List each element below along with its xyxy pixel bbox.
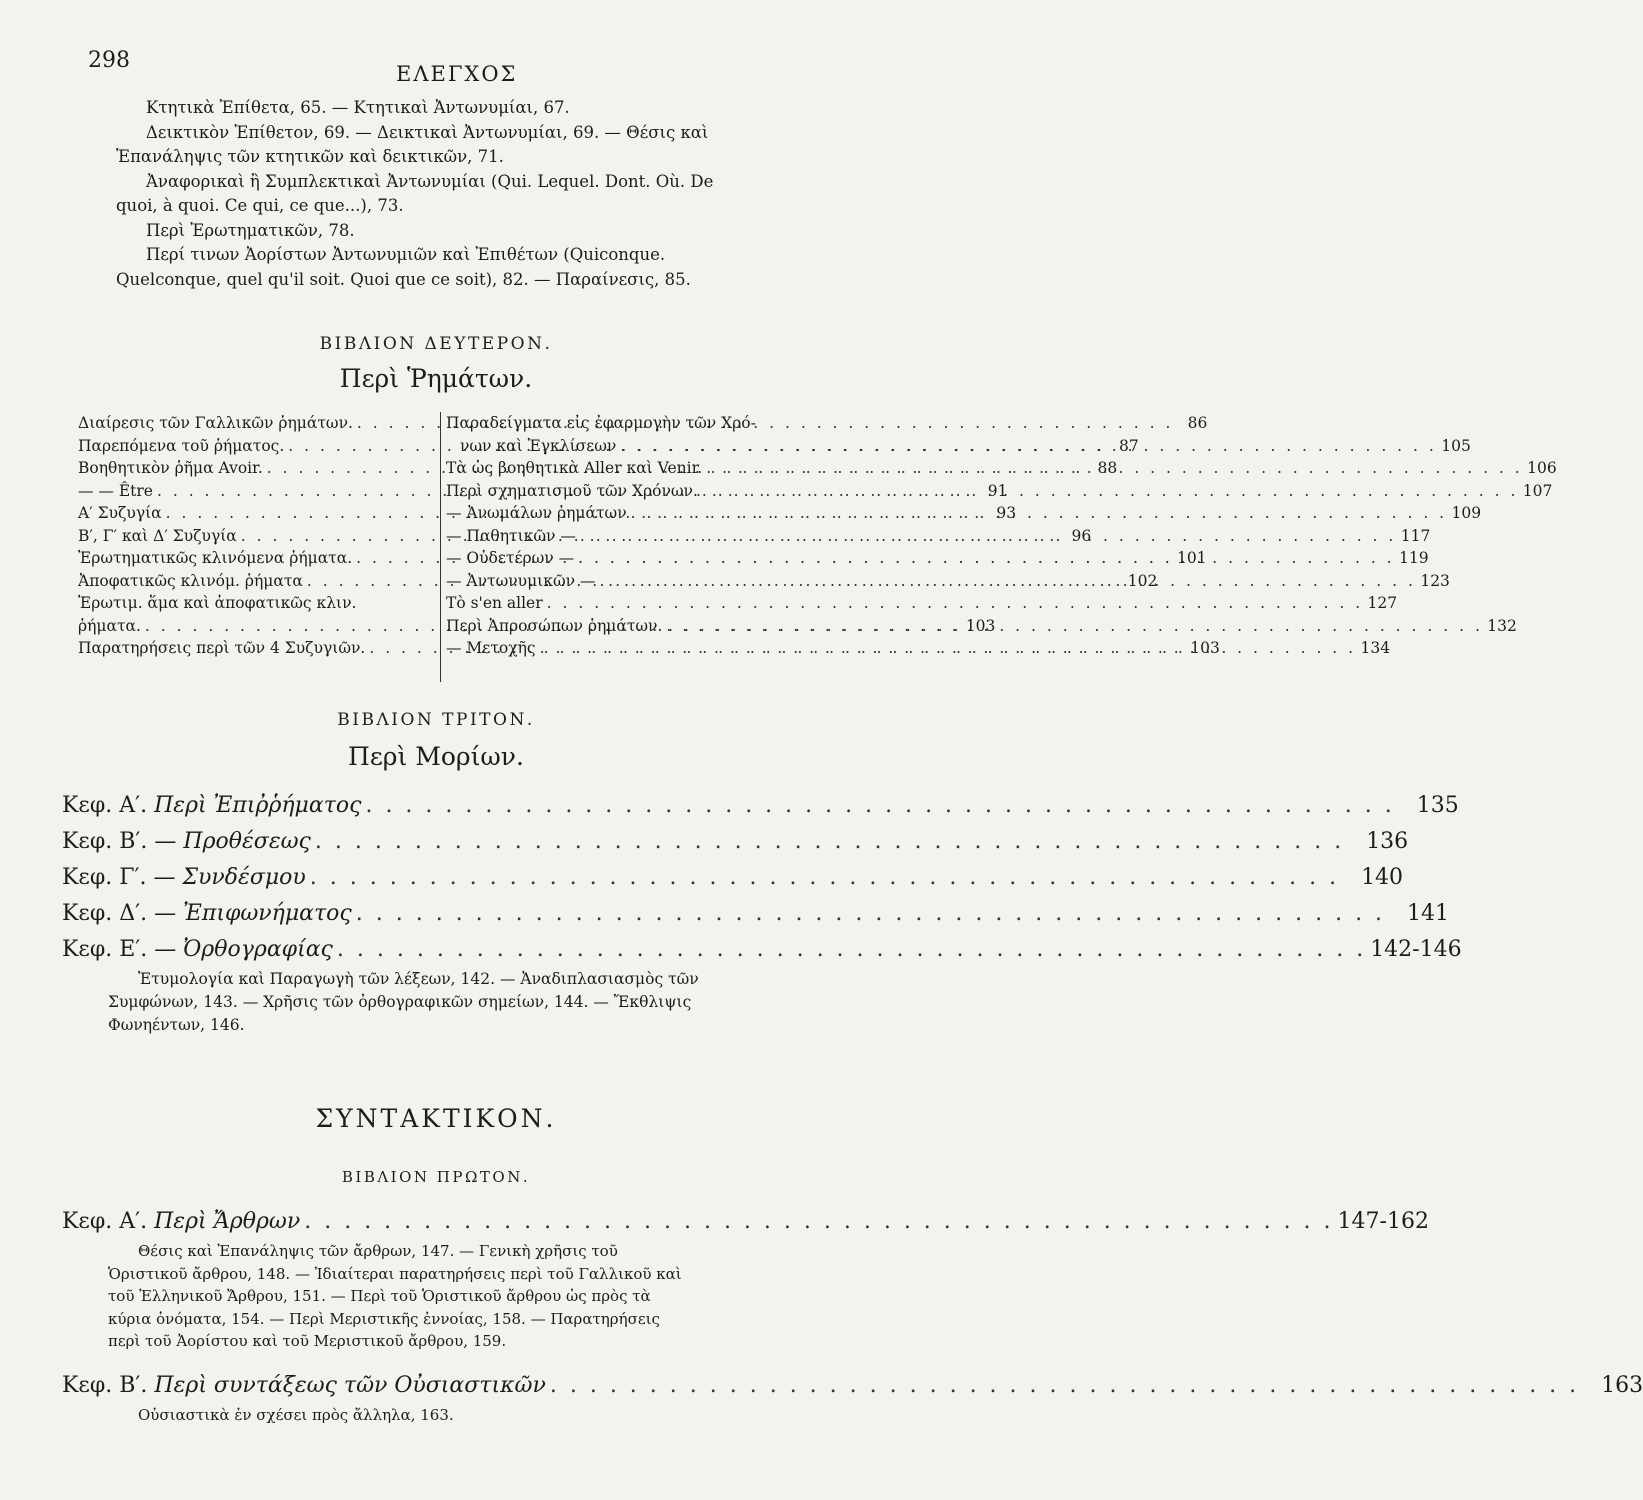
book2-subheading: Περὶ Ῥημάτων. — [339, 364, 533, 393]
syntax-chapter-b-note: Οὐσιαστικὰ ἐν σχέσει πρὸς ἄλληλα, 163. — [138, 1406, 454, 1424]
toc-entry: Ἐρωτηματικῶς κλινόμενα ῥήματα. . . . 101 — [78, 547, 436, 570]
intro-paragraph: Περί τινων Ἀορίστων Ἀντωνυμιῶν καὶ Ἐπιθέτων (Quiconque. Quelconque, quel qu'il soit. Quoi que ce soit), 82. — Παραίνεσις, 85. — [116, 245, 691, 289]
chapter-entry: Κεφ. Α′. Περὶ Ἄρθρων . . . 147-162 — [62, 1204, 797, 1240]
toc-entry: ῥήματα. . . . 103 — [78, 615, 436, 638]
toc-entry: Παρεπόμενα τοῦ ῥήματος. . . . 87 — [78, 435, 436, 458]
intro-paragraph: Δεικτικὸν Ἐπίθετον, 69. — Δεικτικαὶ Ἀντωνυμίαι, 69. — Θέσις καὶ Ἐπανάληψις τῶν κτητικῶν καὶ δεικτικῶν, 71. — [116, 122, 709, 166]
toc-entry: Β′, Γ′ καὶ Δ′ Συζυγία . . . 96 — [78, 525, 436, 548]
toc-entry: — Ἀνωμάλων ῥημάτων . . . 109 — [446, 502, 794, 525]
chapter-entry: Κεφ. Β′. — Προθέσεως . . . 136 — [62, 824, 797, 860]
toc-entry: Τὸ s'en aller . . . 127 — [446, 592, 794, 615]
toc-entry: — Μετοχῆς . . . 134 — [446, 637, 794, 660]
chapter-entry: Κεφ. Γ′. — Συνδέσμου . . . 140 — [62, 860, 797, 896]
toc-entry: — Ἀντωνυμικῶν — . . . 123 — [446, 570, 794, 593]
toc-entry: Βοηθητικὸν ῥῆμα Avoir. . . . 88 — [78, 457, 436, 480]
toc-entry: Ἀποφατικῶς κλινόμ. ῥήματα . . . 102 — [78, 570, 436, 593]
chapter-entry: Κεφ. Α′. Περὶ Ἐπιῤῥήματος . . . 135 — [62, 788, 797, 824]
intro-block — [116, 96, 752, 292]
chapter-entry: Κεφ. Ε′. — Ὀρθογραφίας . . . 142-146 — [62, 932, 797, 968]
toc-entry: Τὰ ὡς βοηθητικὰ Aller καὶ Venir. . . . 106 — [446, 457, 794, 480]
intro-paragraph: Κτητικὰ Ἐπίθετα, 65. — Κτητικαὶ Ἀντωνυμίαι, 67. — [146, 98, 570, 117]
toc-entry: Περὶ Ἀπροσώπων ῥημάτων. . . . 132 — [446, 615, 794, 638]
running-head: ΕΛΕΓΧΟΣ — [396, 62, 518, 86]
intro-paragraph: Ἀναφορικαὶ ἢ Συμπλεκτικαὶ Ἀντωνυμίαι (Qui. Lequel. Dont. Où. De quoi, à quoi. Ce qui, ce que...), 73. — [116, 171, 714, 215]
toc-entry: Ἐρωτιμ. ἅμα καὶ ἀποφατικῶς κλιν. — [78, 594, 357, 612]
chapter-entry: Κεφ. Δ′. — Ἐπιφωνήματος . . . 141 — [62, 896, 797, 932]
syntax-chapter-a — [62, 1204, 1429, 1240]
toc-entry: — Οὐδετέρων — . . . 119 — [446, 547, 794, 570]
toc-entry: Παραδείγματα εἰς ἐφαρμογὴν τῶν Χρό- — [446, 414, 756, 432]
book3-heading: ΒΙΒΛΙΟΝ ΤΡΙΤΟΝ. — [337, 710, 535, 730]
syntax-chapter-b — [62, 1368, 1643, 1404]
book2-heading: ΒΙΒΛΙΟΝ ΔΕΥΤΕΡΟΝ. — [319, 334, 553, 354]
chapter-entry: Κεφ. Β′. Περὶ συντάξεως τῶν Οὐσιαστικῶν . . . 163 — [62, 1368, 797, 1404]
intro-paragraph: Περὶ Ἐρωτηματικῶν, 78. — [146, 220, 355, 240]
page-number: 298 — [88, 48, 130, 73]
book3-subheading: Περὶ Μορίων. — [348, 742, 524, 771]
toc-entry: Διαίρεσις τῶν Γαλλικῶν ῥημάτων. . . . 86 — [78, 412, 436, 435]
toc-entry: Α′ Συζυγία . . . 93 — [78, 502, 436, 525]
syntax-title: ΣΥΝΤΑΚΤΙΚΟΝ. — [315, 1104, 557, 1133]
book3-chapters — [62, 788, 1462, 968]
toc-entry: — — Être . . . 91 — [78, 480, 436, 503]
book3-note: Ἐτυμολογία καὶ Παραγωγὴ τῶν λέξεων, 142. — Ἀναδιπλασιασμὸς τῶν Συμφώνων, 143. — Χρῆσις τῶν ὀρθογραφικῶν σημείων, 144. — Ἔκθλιψις Φωνηέντων, 146. — [108, 970, 699, 1034]
syntax-book-heading: ΒΙΒΛΙΟΝ ΠΡΩΤΟΝ. — [341, 1168, 531, 1186]
toc-entry: Περὶ σχηματισμοῦ τῶν Χρόνων. . . . 107 — [446, 480, 794, 503]
toc-entry: νων καὶ Ἐγκλίσεων . . . 105 — [446, 435, 794, 458]
toc-entry: — Παθητικῶν — . . . 117 — [446, 525, 794, 548]
syntax-chapter-a-note: Θέσις καὶ Ἐπανάληψις τῶν ἄρθρων, 147. — Γενικὴ χρῆσις τοῦ Ὁριστικοῦ ἄρθρου, 148. — Ἰδιαίτεραι παρατηρήσεις περὶ τοῦ Γαλλικοῦ καὶ τοῦ Ἑλληνικοῦ Ἄρθρου, 151. — Περὶ τοῦ Ὁριστικοῦ ἄρθρου ὡς πρὸς τὰ κύρια ὀνόματα, 154. — Περὶ Μεριστικῆς ἐννοίας, 158. — Παρατηρήσεις περὶ τοῦ Ἀορίστου καὶ τοῦ Μεριστικοῦ ἄρθρου, 159. — [108, 1242, 682, 1350]
toc-entry: Παρατηρήσεις περὶ τῶν 4 Συζυγιῶν. . . . 103 — [78, 637, 436, 660]
